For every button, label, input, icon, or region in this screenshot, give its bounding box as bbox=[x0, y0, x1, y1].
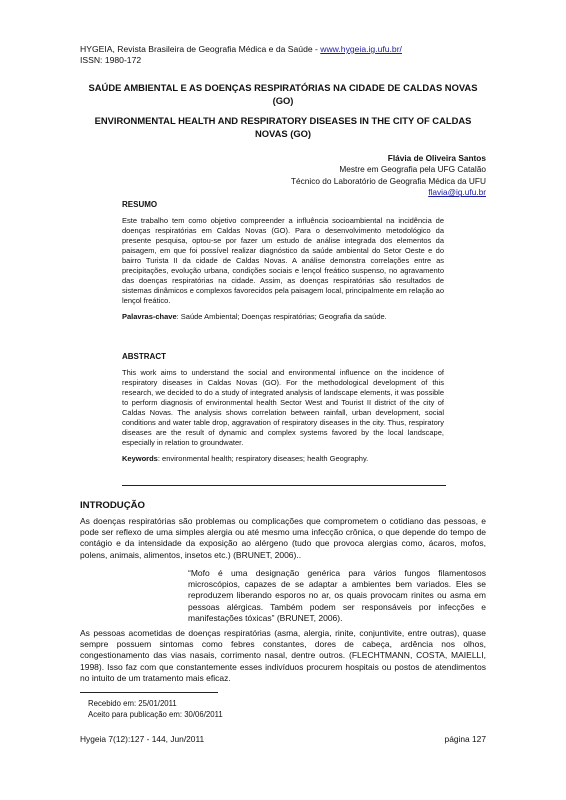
abstract-heading: ABSTRACT bbox=[122, 352, 166, 361]
abstract-text: This work aims to understand the social and environmental influence on the incidence of respiratory diseases in Caldas Novas (GO). For the methodological development of this research, we decided to do a study of integrated analysis of landscape elements, it was possible to perform diagnosis of environmental health Sector West and Tourist II district of the city of Caldas Novas. The analysis shows correlation between rainfall, urban development, social conditions and water table drop, aggravation of respiratory diseases in the city. Thus, respiratory diseases are the result of dynamic and complex systems favored by the local landscape, especially in relation to groundwater. bbox=[122, 368, 444, 447]
author-name: Flávia de Oliveira Santos bbox=[387, 153, 486, 163]
title-english: ENVIRONMENTAL HEALTH AND RESPIRATORY DISEASES IN THE CITY OF CALDAS NOVAS (GO) bbox=[94, 115, 472, 139]
abstract-keywords-label: Keywords bbox=[122, 454, 158, 463]
footnote-divider bbox=[80, 692, 218, 693]
resumo-section bbox=[122, 200, 444, 322]
accepted-date: Aceito para publicação em: 30/06/2011 bbox=[88, 710, 223, 719]
resumo-keywords-label: Palavras-chave bbox=[122, 312, 177, 321]
intro-paragraph-1: As doenças respiratórias são problemas ou complicações que comprometem o cotidiano das pessoas, e pode ser reflexo de uma simples alergia ou até mesmo uma infecção crônica, o que depende do tempo de contágio e da intensidade da exposição ao alérgeno (tudo que provoca alergias como, ácaros, mofos, polens, animais, alimentos, insetos etc.) (BRUNET, 2006).. bbox=[80, 516, 486, 560]
author-affiliation-1: Mestre em Geografia pela UFG Catalão bbox=[339, 164, 486, 175]
section-divider bbox=[122, 485, 446, 486]
abstract-keywords-text: : environmental health; respiratory diseases; health Geography. bbox=[157, 454, 369, 463]
title-portuguese: SAÚDE AMBIENTAL E AS DOENÇAS RESPIRATÓRIAS NA CIDADE DE CALDAS NOVAS (GO) bbox=[88, 82, 478, 106]
intro-paragraph-2: As pessoas acometidas de doenças respiratórias (asma, alergia, rinite, conjuntivite, entre outras), quase sempre possuem sintomas como febres constantes, dores de cabeça, ardência nos olhos, congestionamento das vias nasais, corrimento nasal, dentre outros. (FLECHTMANN, COSTA, MAIELLI, 1998). Isso faz com que constantemente esses indivíduos procurem hospitais ou postos de atendimentos no intuito de um tratamento mais eficaz. bbox=[80, 628, 486, 683]
issn: ISSN: 1980-172 bbox=[80, 55, 142, 65]
page-footer bbox=[80, 734, 486, 744]
abstract-keywords bbox=[122, 454, 444, 464]
intro-heading: INTRODUÇÃO bbox=[80, 500, 146, 511]
journal-header bbox=[80, 44, 402, 66]
resumo-keywords bbox=[122, 312, 444, 322]
intro-quote: “Mofo é uma designação genérica para vários fungos filamentosos microscópios, capazes de se adaptar a ambientes bem variados. Eles se reproduzem liberando esporos no ar, os quais provocam rinites ou asma em pessoas alérgicas. Também podem ser responsáveis por infecções e manifestações tóxicas” (BRUNET, 2006). bbox=[188, 568, 486, 623]
journal-name: HYGEIA, Revista Brasileira de Geografia Médica e da Saúde - bbox=[80, 44, 321, 54]
received-date: Recebido em: 25/01/2011 bbox=[88, 699, 177, 708]
footer-citation: Hygeia 7(12):127 - 144, Jun/2011 bbox=[80, 734, 205, 744]
resumo-heading: RESUMO bbox=[122, 200, 158, 209]
author-email-link[interactable]: flavia@ig.ufu.br bbox=[428, 187, 486, 198]
abstract-section bbox=[122, 352, 444, 464]
journal-title-line bbox=[80, 44, 402, 55]
page-number: página 127 bbox=[444, 734, 486, 744]
resumo-keywords-text: : Saúde Ambiental; Doenças respiratórias; Geografia da saúde. bbox=[176, 312, 387, 321]
author-affiliation-2: Técnico do Laboratório de Geografia Médica da UFU bbox=[290, 175, 486, 186]
author-block bbox=[291, 153, 486, 199]
journal-link[interactable]: www.hygeia.ig.ufu.br/ bbox=[320, 44, 402, 54]
resumo-text: Este trabalho tem como objetivo compreender a influência socioambiental na incidência de doenças respiratórias em Caldas Novas (GO). Para o desenvolvimento metodológico da presente pesquisa, optou-se por fazer um estudo de análise integrada dos elementos da paisagem, em que foi possível realizar diagnóstico da saúde ambiental do Setor Oeste e do bairro Turista II da cidade de Caldas Novas. A análise demonstra correlações entre as precipitações, evolução urbana, condições sociais e lençol freático suspenso, no agravamento das doenças respiratórias na cidade. Assim, as doenças respiratórias são resultados de sistemas dinâmicos e complexos favorecidos pela paisagem local, principalmente em relação ao lençol freático. bbox=[122, 216, 444, 305]
